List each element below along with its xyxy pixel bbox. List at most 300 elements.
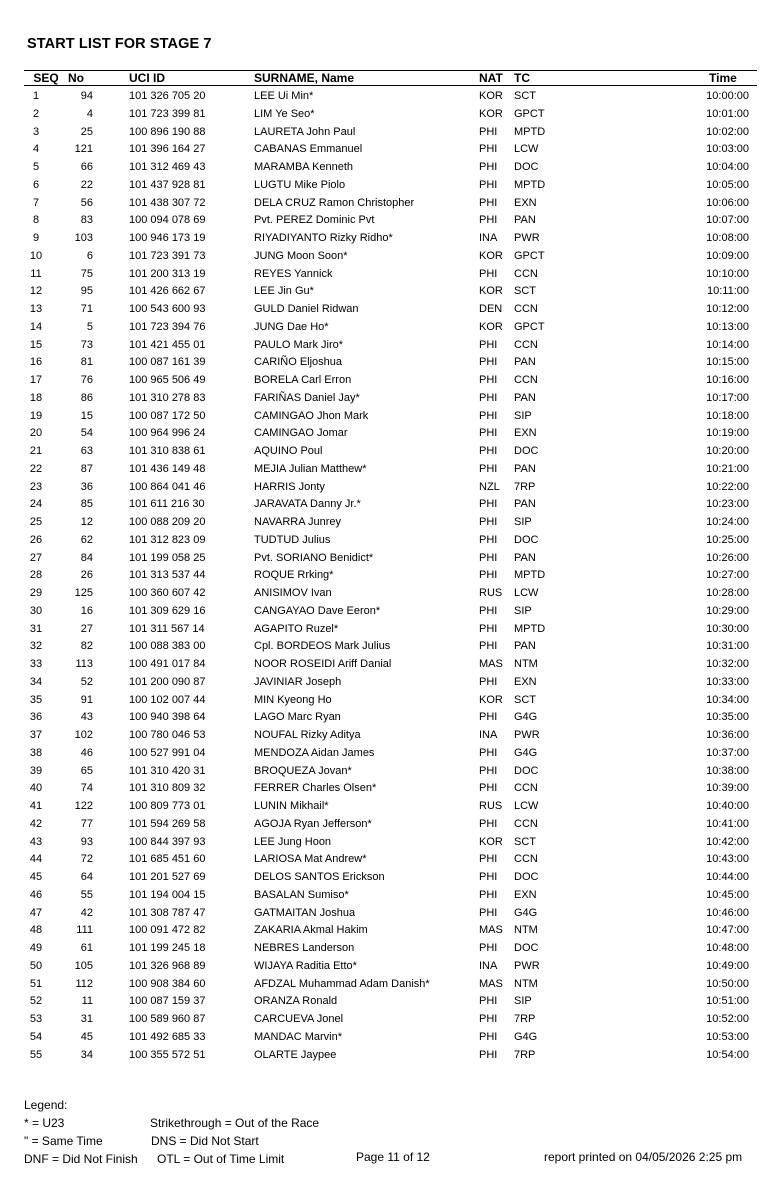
cell-team-code: 7RP — [514, 1013, 536, 1025]
cell-seq: 15 — [29, 338, 43, 351]
cell-uci-id: 101 310 838 61 — [129, 445, 206, 457]
cell-no: 54 — [80, 427, 93, 440]
table-row — [0, 692, 777, 710]
cell-seq: 47 — [29, 906, 43, 919]
legend-otl: OTL = Out of Time Limit — [157, 1152, 285, 1166]
cell-seq: 37 — [29, 729, 43, 741]
cell-start-time: 10:30:00 — [706, 622, 749, 635]
cell-uci-id: 100 809 773 01 — [129, 800, 206, 812]
cell-uci-id: 101 194 004 15 — [129, 888, 206, 901]
table-row — [0, 124, 777, 142]
cell-start-time: 10:31:00 — [706, 640, 749, 653]
cell-no: 121 — [74, 143, 93, 156]
cell-nationality: PHI — [479, 871, 498, 883]
cell-uci-id: 100 946 173 19 — [129, 232, 206, 244]
cell-no: 72 — [80, 853, 93, 866]
cell-nationality: MAS — [479, 658, 503, 670]
table-row — [0, 585, 777, 603]
legend-dnf: DNF = Did Not Finish — [24, 1152, 138, 1166]
cell-seq: 54 — [29, 1030, 43, 1043]
cell-seq: 55 — [29, 1048, 43, 1061]
cell-no: 56 — [80, 196, 93, 209]
cell-no: 94 — [80, 90, 93, 102]
cell-seq: 10 — [29, 249, 43, 262]
cell-team-code: DOC — [514, 533, 539, 546]
table-row — [0, 354, 777, 372]
cell-seq: 19 — [29, 409, 43, 422]
cell-seq: 24 — [29, 498, 43, 511]
cell-uci-id: 101 438 307 72 — [129, 196, 206, 209]
cell-nationality: KOR — [479, 107, 503, 120]
table-row — [0, 851, 777, 869]
table-row — [0, 603, 777, 621]
cell-nationality: PHI — [479, 640, 498, 653]
cell-team-code: MPTD — [514, 178, 546, 191]
cell-start-time: 10:50:00 — [706, 977, 749, 990]
cell-seq: 36 — [29, 711, 43, 724]
cell-nationality: PHI — [479, 498, 498, 511]
cell-rider-name: AGAPITO Ruzel* — [254, 622, 339, 635]
table-row — [0, 958, 777, 976]
cell-rider-name: DELOS SANTOS Erickson — [254, 871, 385, 883]
cell-no: 74 — [80, 782, 93, 795]
cell-rider-name: DELA CRUZ Ramon Christopher — [254, 196, 415, 209]
cell-seq: 27 — [29, 551, 43, 564]
cell-no: 82 — [80, 640, 93, 653]
cell-nationality: KOR — [479, 835, 503, 848]
column-header-nat: NAT — [479, 71, 503, 85]
table-row — [0, 727, 777, 745]
cell-seq: 17 — [29, 374, 43, 386]
cell-rider-name: LUGTU Mike Piolo — [254, 178, 346, 191]
cell-start-time: 10:43:00 — [706, 853, 749, 866]
cell-rider-name: JARAVATA Danny Jr.* — [254, 498, 361, 511]
table-row — [0, 337, 777, 355]
cell-uci-id: 101 723 394 76 — [129, 320, 206, 333]
cell-start-time: 10:20:00 — [706, 445, 749, 457]
cell-no: 93 — [80, 835, 93, 848]
cell-rider-name: MIN Kyeong Ho — [254, 693, 332, 706]
cell-seq: 35 — [29, 693, 43, 706]
cell-no: 36 — [80, 480, 93, 493]
cell-uci-id: 101 326 968 89 — [129, 959, 206, 972]
cell-uci-id: 100 088 209 20 — [129, 516, 206, 528]
cell-start-time: 10:13:00 — [706, 320, 749, 333]
cell-nationality: PHI — [479, 888, 498, 901]
cell-start-time: 10:49:00 — [706, 959, 749, 972]
cell-no: 95 — [80, 285, 93, 298]
legend-u23: * = U23 — [24, 1116, 65, 1130]
table-row — [0, 1047, 777, 1065]
cell-no: 125 — [74, 587, 93, 599]
cell-seq: 22 — [29, 462, 43, 475]
cell-nationality: PHI — [479, 995, 498, 1008]
cell-start-time: 10:22:00 — [706, 480, 749, 493]
cell-uci-id: 101 308 787 47 — [129, 906, 206, 919]
cell-team-code: DOC — [514, 764, 539, 777]
cell-no: 103 — [74, 232, 93, 244]
cell-uci-id: 101 426 662 67 — [129, 285, 206, 298]
cell-seq: 49 — [29, 942, 43, 954]
cell-rider-name: CAMINGAO Jomar — [254, 427, 348, 440]
cell-team-code: GPCT — [514, 320, 545, 333]
table-row — [0, 621, 777, 639]
cell-team-code: DOC — [514, 871, 539, 883]
cell-uci-id: 100 094 078 69 — [129, 214, 206, 227]
cell-rider-name: JUNG Moon Soon* — [254, 249, 348, 262]
table-row — [0, 638, 777, 656]
legend-same-time: " = Same Time — [24, 1134, 103, 1148]
cell-uci-id: 101 199 245 18 — [129, 942, 206, 954]
cell-no: 111 — [76, 924, 93, 937]
cell-nationality: PHI — [479, 853, 498, 866]
cell-no: 45 — [80, 1030, 93, 1043]
cell-team-code: LCW — [514, 143, 539, 156]
cell-seq: 12 — [29, 285, 43, 298]
table-row — [0, 763, 777, 781]
cell-rider-name: LAURETA John Paul — [254, 125, 356, 138]
cell-nationality: RUS — [479, 800, 503, 812]
cell-seq: 4 — [32, 143, 40, 156]
table-row — [0, 159, 777, 177]
cell-start-time: 10:28:00 — [706, 587, 749, 599]
cell-no: 31 — [80, 1013, 93, 1025]
cell-start-time: 10:09:00 — [706, 249, 749, 262]
legend-dns: DNS = Did Not Start — [151, 1134, 259, 1148]
cell-start-time: 10:11:00 — [706, 285, 749, 298]
table-row — [0, 550, 777, 568]
cell-nationality: PHI — [479, 143, 498, 156]
cell-uci-id: 101 199 058 25 — [129, 551, 206, 564]
cell-no: 12 — [80, 516, 93, 528]
cell-seq: 3 — [32, 125, 40, 138]
cell-no: 25 — [80, 125, 93, 138]
cell-team-code: SIP — [514, 516, 532, 528]
cell-uci-id: 101 310 278 83 — [129, 391, 206, 404]
column-header-time: Time — [709, 71, 737, 85]
cell-no: 83 — [80, 214, 93, 227]
cell-start-time: 10:14:00 — [706, 338, 749, 351]
cell-team-code: EXN — [514, 196, 537, 209]
cell-no: 73 — [80, 338, 93, 351]
cell-seq: 39 — [29, 764, 43, 777]
cell-team-code: CCN — [514, 303, 538, 315]
cell-team-code: DOC — [514, 161, 539, 173]
cell-no: 42 — [80, 906, 93, 919]
cell-team-code: PAN — [514, 391, 536, 404]
cell-seq: 52 — [29, 995, 43, 1008]
table-row — [0, 301, 777, 319]
cell-uci-id: 100 087 161 39 — [129, 356, 206, 369]
cell-nationality: PHI — [479, 161, 498, 173]
page-number: Page 11 of 12 — [356, 1150, 430, 1164]
cell-uci-id: 101 436 149 48 — [129, 462, 206, 475]
cell-rider-name: WIJAYA Raditia Etto* — [254, 959, 357, 972]
cell-nationality: PHI — [479, 817, 498, 830]
table-row — [0, 834, 777, 852]
cell-uci-id: 100 087 172 50 — [129, 409, 206, 422]
cell-seq: 33 — [29, 658, 43, 670]
cell-rider-name: OLARTE Jaypee — [254, 1048, 337, 1061]
cell-rider-name: BASALAN Sumiso* — [254, 888, 349, 901]
cell-seq: 48 — [29, 924, 43, 937]
table-row — [0, 230, 777, 248]
cell-team-code: 7RP — [514, 1048, 536, 1061]
cell-no: 113 — [75, 658, 93, 670]
cell-rider-name: CABANAS Emmanuel — [254, 143, 363, 156]
cell-team-code: MPTD — [514, 569, 546, 582]
cell-start-time: 10:03:00 — [706, 143, 749, 156]
cell-seq: 40 — [29, 782, 43, 795]
cell-rider-name: GULD Daniel Ridwan — [254, 303, 359, 315]
cell-team-code: CCN — [514, 374, 538, 386]
cell-seq: 21 — [29, 445, 43, 457]
cell-seq: 41 — [29, 800, 43, 812]
cell-nationality: PHI — [479, 942, 498, 954]
cell-rider-name: Pvt. SORIANO Benidict* — [254, 551, 374, 564]
cell-no: 55 — [80, 888, 93, 901]
cell-nationality: PHI — [479, 356, 498, 369]
cell-start-time: 10:23:00 — [706, 498, 749, 511]
table-row — [0, 479, 777, 497]
cell-start-time: 10:05:00 — [706, 178, 749, 191]
cell-seq: 14 — [29, 320, 43, 333]
cell-seq: 26 — [29, 533, 43, 546]
cell-nationality: PHI — [479, 374, 498, 386]
cell-start-time: 10:52:00 — [706, 1013, 749, 1025]
cell-rider-name: FERRER Charles Olsen* — [254, 782, 377, 795]
report-printed-date: report printed on 04/05/2026 2:25 pm — [544, 1150, 743, 1164]
table-row — [0, 266, 777, 284]
cell-rider-name: LUNIN Mikhail* — [254, 800, 329, 812]
cell-team-code: CCN — [514, 782, 538, 795]
cell-seq: 42 — [29, 817, 43, 830]
cell-rider-name: MARAMBA Kenneth — [254, 161, 354, 173]
cell-seq: 1 — [32, 90, 40, 102]
cell-nationality: MAS — [479, 924, 503, 937]
cell-nationality: MAS — [479, 977, 503, 990]
table-row — [0, 976, 777, 994]
cell-seq: 2 — [32, 107, 40, 120]
table-row — [0, 816, 777, 834]
cell-nationality: PHI — [479, 516, 498, 528]
table-row — [0, 408, 777, 426]
cell-start-time: 10:34:00 — [706, 693, 749, 706]
cell-no: 26 — [80, 569, 93, 582]
cell-seq: 18 — [29, 391, 43, 404]
cell-no: 64 — [80, 871, 93, 883]
cell-uci-id: 101 723 391 73 — [129, 249, 206, 262]
cell-uci-id: 101 492 685 33 — [129, 1030, 206, 1043]
table-row — [0, 532, 777, 550]
cell-start-time: 10:29:00 — [706, 604, 749, 617]
table-row — [0, 514, 777, 532]
cell-no: 22 — [80, 178, 93, 191]
cell-rider-name: NOOR ROSEIDI Ariff Danial — [254, 658, 392, 670]
cell-start-time: 10:54:00 — [706, 1048, 749, 1061]
cell-rider-name: MEJIA Julian Matthew* — [254, 462, 367, 475]
cell-no: 66 — [80, 161, 93, 173]
cell-nationality: PHI — [479, 622, 498, 635]
cell-team-code: PAN — [514, 214, 536, 227]
cell-nationality: PHI — [479, 1048, 498, 1061]
cell-team-code: EXN — [514, 675, 537, 688]
cell-team-code: SCT — [514, 90, 536, 102]
table-row — [0, 798, 777, 816]
cell-rider-name: GATMAITAN Joshua — [254, 906, 356, 919]
cell-team-code: LCW — [514, 587, 539, 599]
cell-no: 5 — [86, 320, 93, 333]
cell-team-code: G4G — [514, 906, 538, 919]
cell-uci-id: 101 200 313 19 — [129, 267, 206, 280]
cell-start-time: 10:01:00 — [706, 107, 749, 120]
cell-nationality: KOR — [479, 249, 503, 262]
cell-seq: 13 — [29, 303, 43, 315]
cell-seq: 6 — [32, 178, 40, 191]
cell-rider-name: AFDZAL Muhammad Adam Danish* — [254, 977, 430, 990]
cell-nationality: PHI — [479, 711, 498, 724]
cell-seq: 46 — [29, 888, 43, 901]
cell-nationality: PHI — [479, 551, 498, 564]
cell-rider-name: CARCUEVA Jonel — [254, 1013, 344, 1025]
cell-seq: 23 — [29, 480, 43, 493]
cell-team-code: SCT — [514, 835, 536, 848]
cell-uci-id: 101 313 537 44 — [129, 569, 206, 582]
cell-no: 4 — [86, 107, 93, 120]
cell-uci-id: 101 421 455 01 — [129, 338, 206, 351]
cell-team-code: SCT — [514, 285, 536, 298]
cell-rider-name: MANDAC Marvin* — [254, 1030, 343, 1043]
cell-start-time: 10:36:00 — [706, 729, 749, 741]
table-row — [0, 1029, 777, 1047]
cell-no: 16 — [80, 604, 93, 617]
cell-start-time: 10:32:00 — [706, 658, 749, 670]
cell-team-code: CCN — [514, 817, 538, 830]
cell-nationality: PHI — [479, 1030, 498, 1043]
cell-rider-name: TUDTUD Julius — [254, 533, 331, 546]
cell-team-code: G4G — [514, 711, 538, 724]
cell-seq: 7 — [32, 196, 40, 209]
cell-rider-name: ANISIMOV Ivan — [254, 587, 332, 599]
cell-rider-name: LEE Jung Hoon — [254, 835, 332, 848]
cell-no: 87 — [80, 462, 93, 475]
cell-nationality: RUS — [479, 587, 503, 599]
cell-no: 86 — [80, 391, 93, 404]
table-header — [24, 70, 757, 86]
cell-no: 27 — [80, 622, 93, 635]
cell-team-code: NTM — [514, 924, 538, 937]
cell-no: 71 — [80, 303, 93, 315]
cell-nationality: INA — [479, 959, 498, 972]
table-row — [0, 390, 777, 408]
table-row — [0, 674, 777, 692]
cell-seq: 28 — [29, 569, 43, 582]
cell-no: 65 — [80, 764, 93, 777]
table-row — [0, 106, 777, 124]
cell-seq: 30 — [29, 604, 43, 617]
cell-team-code: EXN — [514, 888, 537, 901]
cell-no: 85 — [80, 498, 93, 511]
cell-rider-name: AQUINO Poul — [254, 445, 323, 457]
cell-rider-name: CANGAYAO Dave Eeron* — [254, 604, 381, 617]
cell-nationality: PHI — [479, 445, 498, 457]
cell-rider-name: LEE Jin Gu* — [254, 285, 314, 298]
cell-nationality: PHI — [479, 604, 498, 617]
cell-no: 6 — [86, 249, 93, 262]
cell-team-code: PAN — [514, 498, 536, 511]
cell-seq: 50 — [29, 959, 43, 972]
table-row — [0, 283, 777, 301]
cell-uci-id: 101 312 823 09 — [129, 533, 206, 546]
cell-seq: 16 — [29, 356, 43, 369]
cell-nationality: PHI — [479, 1013, 498, 1025]
table-row — [0, 905, 777, 923]
cell-nationality: KOR — [479, 90, 503, 102]
cell-start-time: 10:07:00 — [706, 214, 749, 227]
cell-start-time: 10:35:00 — [706, 711, 749, 724]
cell-team-code: SCT — [514, 693, 536, 706]
cell-team-code: PWR — [514, 959, 540, 972]
cell-no: 52 — [80, 675, 93, 688]
table-row — [0, 88, 777, 106]
cell-rider-name: BROQUEZA Jovan* — [254, 764, 352, 777]
cell-nationality: PHI — [479, 178, 498, 191]
cell-team-code: LCW — [514, 800, 539, 812]
cell-no: 11 — [81, 995, 93, 1008]
cell-rider-name: LARIOSA Mat Andrew* — [254, 853, 367, 866]
cell-uci-id: 101 723 399 81 — [129, 107, 206, 120]
table-row — [0, 922, 777, 940]
cell-uci-id: 101 326 705 20 — [129, 90, 206, 102]
table-row — [0, 177, 777, 195]
cell-rider-name: ROQUE Rrking* — [254, 569, 334, 582]
cell-nationality: PHI — [479, 533, 498, 546]
cell-seq: 38 — [29, 746, 43, 759]
cell-team-code: MPTD — [514, 622, 546, 635]
table-row — [0, 195, 777, 213]
cell-nationality: PHI — [479, 427, 498, 440]
cell-start-time: 10:21:00 — [706, 462, 749, 475]
cell-uci-id: 101 611 216 30 — [129, 498, 205, 511]
cell-start-time: 10:15:00 — [706, 356, 749, 369]
cell-rider-name: CARIÑO Eljoshua — [254, 356, 343, 369]
cell-start-time: 10:18:00 — [706, 409, 749, 422]
cell-uci-id: 100 908 384 60 — [129, 977, 206, 990]
cell-uci-id: 100 491 017 84 — [129, 658, 206, 670]
cell-start-time: 10:19:00 — [706, 427, 749, 440]
cell-rider-name: CAMINGAO Jhon Mark — [254, 409, 369, 422]
cell-team-code: 7RP — [514, 480, 536, 493]
cell-rider-name: LAGO Marc Ryan — [254, 711, 341, 724]
page-title: START LIST FOR STAGE 7 — [27, 36, 212, 52]
cell-seq: 53 — [29, 1013, 43, 1025]
cell-nationality: PHI — [479, 338, 498, 351]
cell-team-code: NTM — [514, 977, 538, 990]
cell-uci-id: 100 964 996 24 — [129, 427, 206, 440]
cell-uci-id: 100 940 398 64 — [129, 711, 206, 724]
cell-rider-name: Cpl. BORDEOS Mark Julius — [254, 640, 391, 653]
cell-nationality: PHI — [479, 391, 498, 404]
cell-rider-name: JAVINIAR Joseph — [254, 675, 342, 688]
table-row — [0, 496, 777, 514]
cell-uci-id: 101 310 809 32 — [129, 782, 206, 795]
cell-nationality: PHI — [479, 462, 498, 475]
cell-nationality: PHI — [479, 196, 498, 209]
table-row — [0, 461, 777, 479]
cell-rider-name: MENDOZA Aidan James — [254, 746, 375, 759]
cell-rider-name: LEE Ui Min* — [254, 90, 314, 102]
cell-no: 46 — [80, 746, 93, 759]
